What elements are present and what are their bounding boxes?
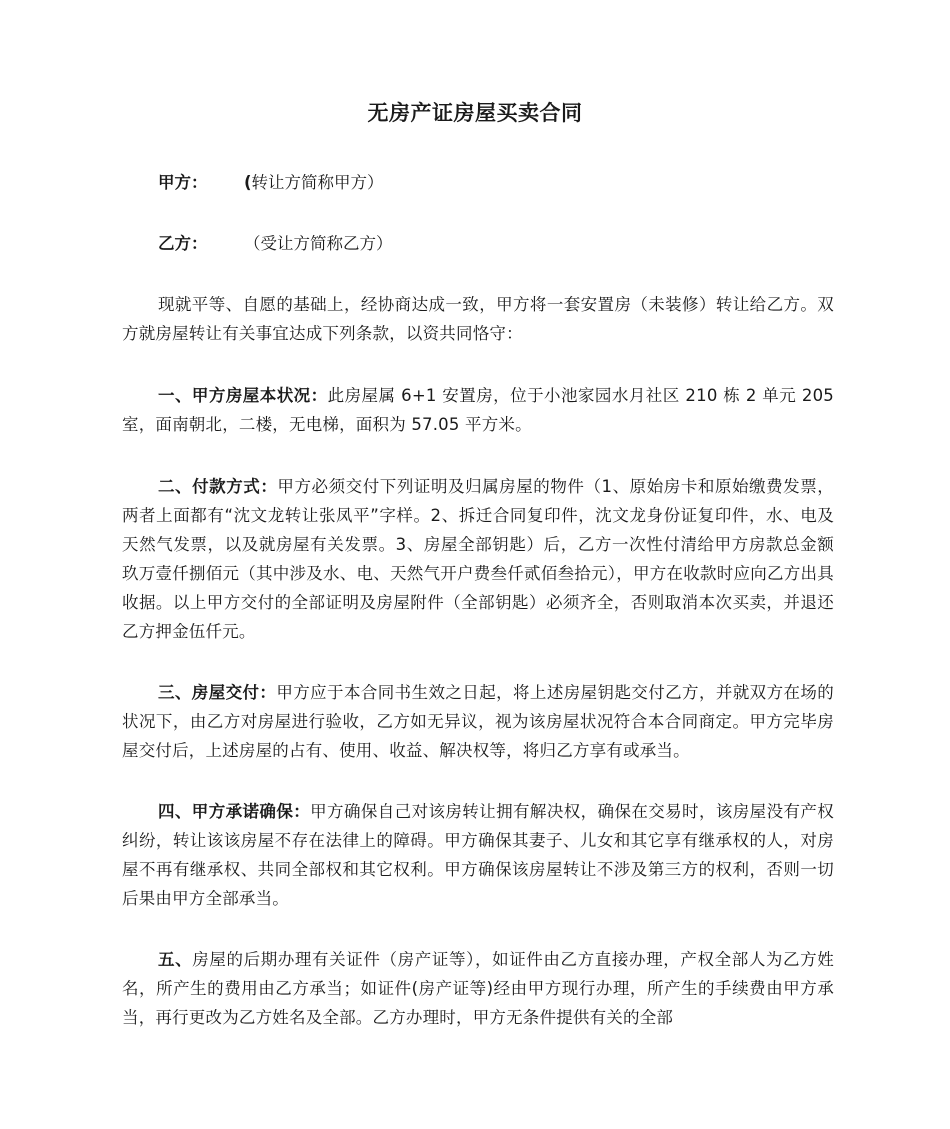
clause-2-text: 甲方必须交付下列证明及归属房屋的物件（1、原始房卡和原始缴费发票，两者上面都有“沈文龙转让张凤平”字样。2、拆迁合同复印件，沈文龙身份证复印件，水、电及天然气发票，以及就房屋有关发票。3、房屋全部钥匙）后，乙方一次性付清给甲方房款总金额玖万壹仟捌佰元（其中涉及水、电、天然气开户费叁仟贰佰叁拾元），甲方在收款时应向乙方出具收据。以上甲方交付的全部证明及房屋附件（全部钥匙）必须齐全，否则取消本次买卖，并退还乙方押金伍仟元。 xyxy=(122,477,834,641)
party-b-line xyxy=(158,232,393,256)
party-a-line xyxy=(158,171,384,195)
clause-3-text: 甲方应于本合同书生效之日起，将上述房屋钥匙交付乙方，并就双方在场的状况下，由乙方对房屋进行验收，乙方如无异议，视为该房屋状况符合本合同商定。甲方完毕房屋交付后，上述房屋的占有、使用、收益、解决权等，将归乙方享有或承当。 xyxy=(122,683,834,760)
clause-1 xyxy=(122,381,834,439)
party-a-note: 转让方简称甲方） xyxy=(251,173,384,192)
clause-5-text: 房屋的后期办理有关证件（房产证等），如证件由乙方直接办理，产权全部人为乙方姓名，所产生的费用由乙方承当；如证件(房产证等)经由甲方现行办理，所产生的手续费由甲方承当，再行更改为乙方姓名及全部。乙方办理时，甲方无条件提供有关的全部 xyxy=(122,950,834,1027)
clause-4-text: 甲方确保自己对该房转让拥有解决权，确保在交易时，该房屋没有产权纠纷，转让该该房屋不存在法律上的障碍。甲方确保其妻子、儿女和其它享有继承权的人，对房屋不再有继承权、共同全部权和其它权利。甲方确保该房屋转让不涉及第三方的权利，否则一切后果由甲方全部承当。 xyxy=(122,802,834,908)
party-b-label: 乙方： xyxy=(158,234,208,253)
clause-4-heading: 四、甲方承诺确保： xyxy=(158,802,311,821)
clause-3-heading: 三、房屋交付： xyxy=(158,683,277,702)
document-title: 无房产证房屋买卖合同 xyxy=(367,101,583,125)
party-b-note: （受让方简称乙方） xyxy=(244,234,393,253)
clause-2-heading: 二、付款方式： xyxy=(158,477,278,496)
clause-5-heading: 五、 xyxy=(158,950,193,969)
clause-5 xyxy=(122,945,834,1032)
party-a-label: 甲方： xyxy=(158,173,208,192)
party-a-paren: ( xyxy=(244,173,252,192)
clause-2 xyxy=(122,472,834,646)
clause-3 xyxy=(122,678,834,765)
clause-1-text: 此房屋属 6+1 安置房，位于小池家园水月社区 210 栋 2 单元 205 室，面南朝北，二楼，无电梯，面积为 57.05 平方米。 xyxy=(122,386,835,434)
clause-4 xyxy=(122,797,834,913)
clause-1-heading: 一、甲方房屋本状况： xyxy=(158,386,328,405)
intro-paragraph: 现就平等、自愿的基础上，经协商达成一致，甲方将一套安置房（未装修）转让给乙方。双方就房屋转让有关事宜达成下列条款，以资共同恪守： xyxy=(122,295,834,343)
